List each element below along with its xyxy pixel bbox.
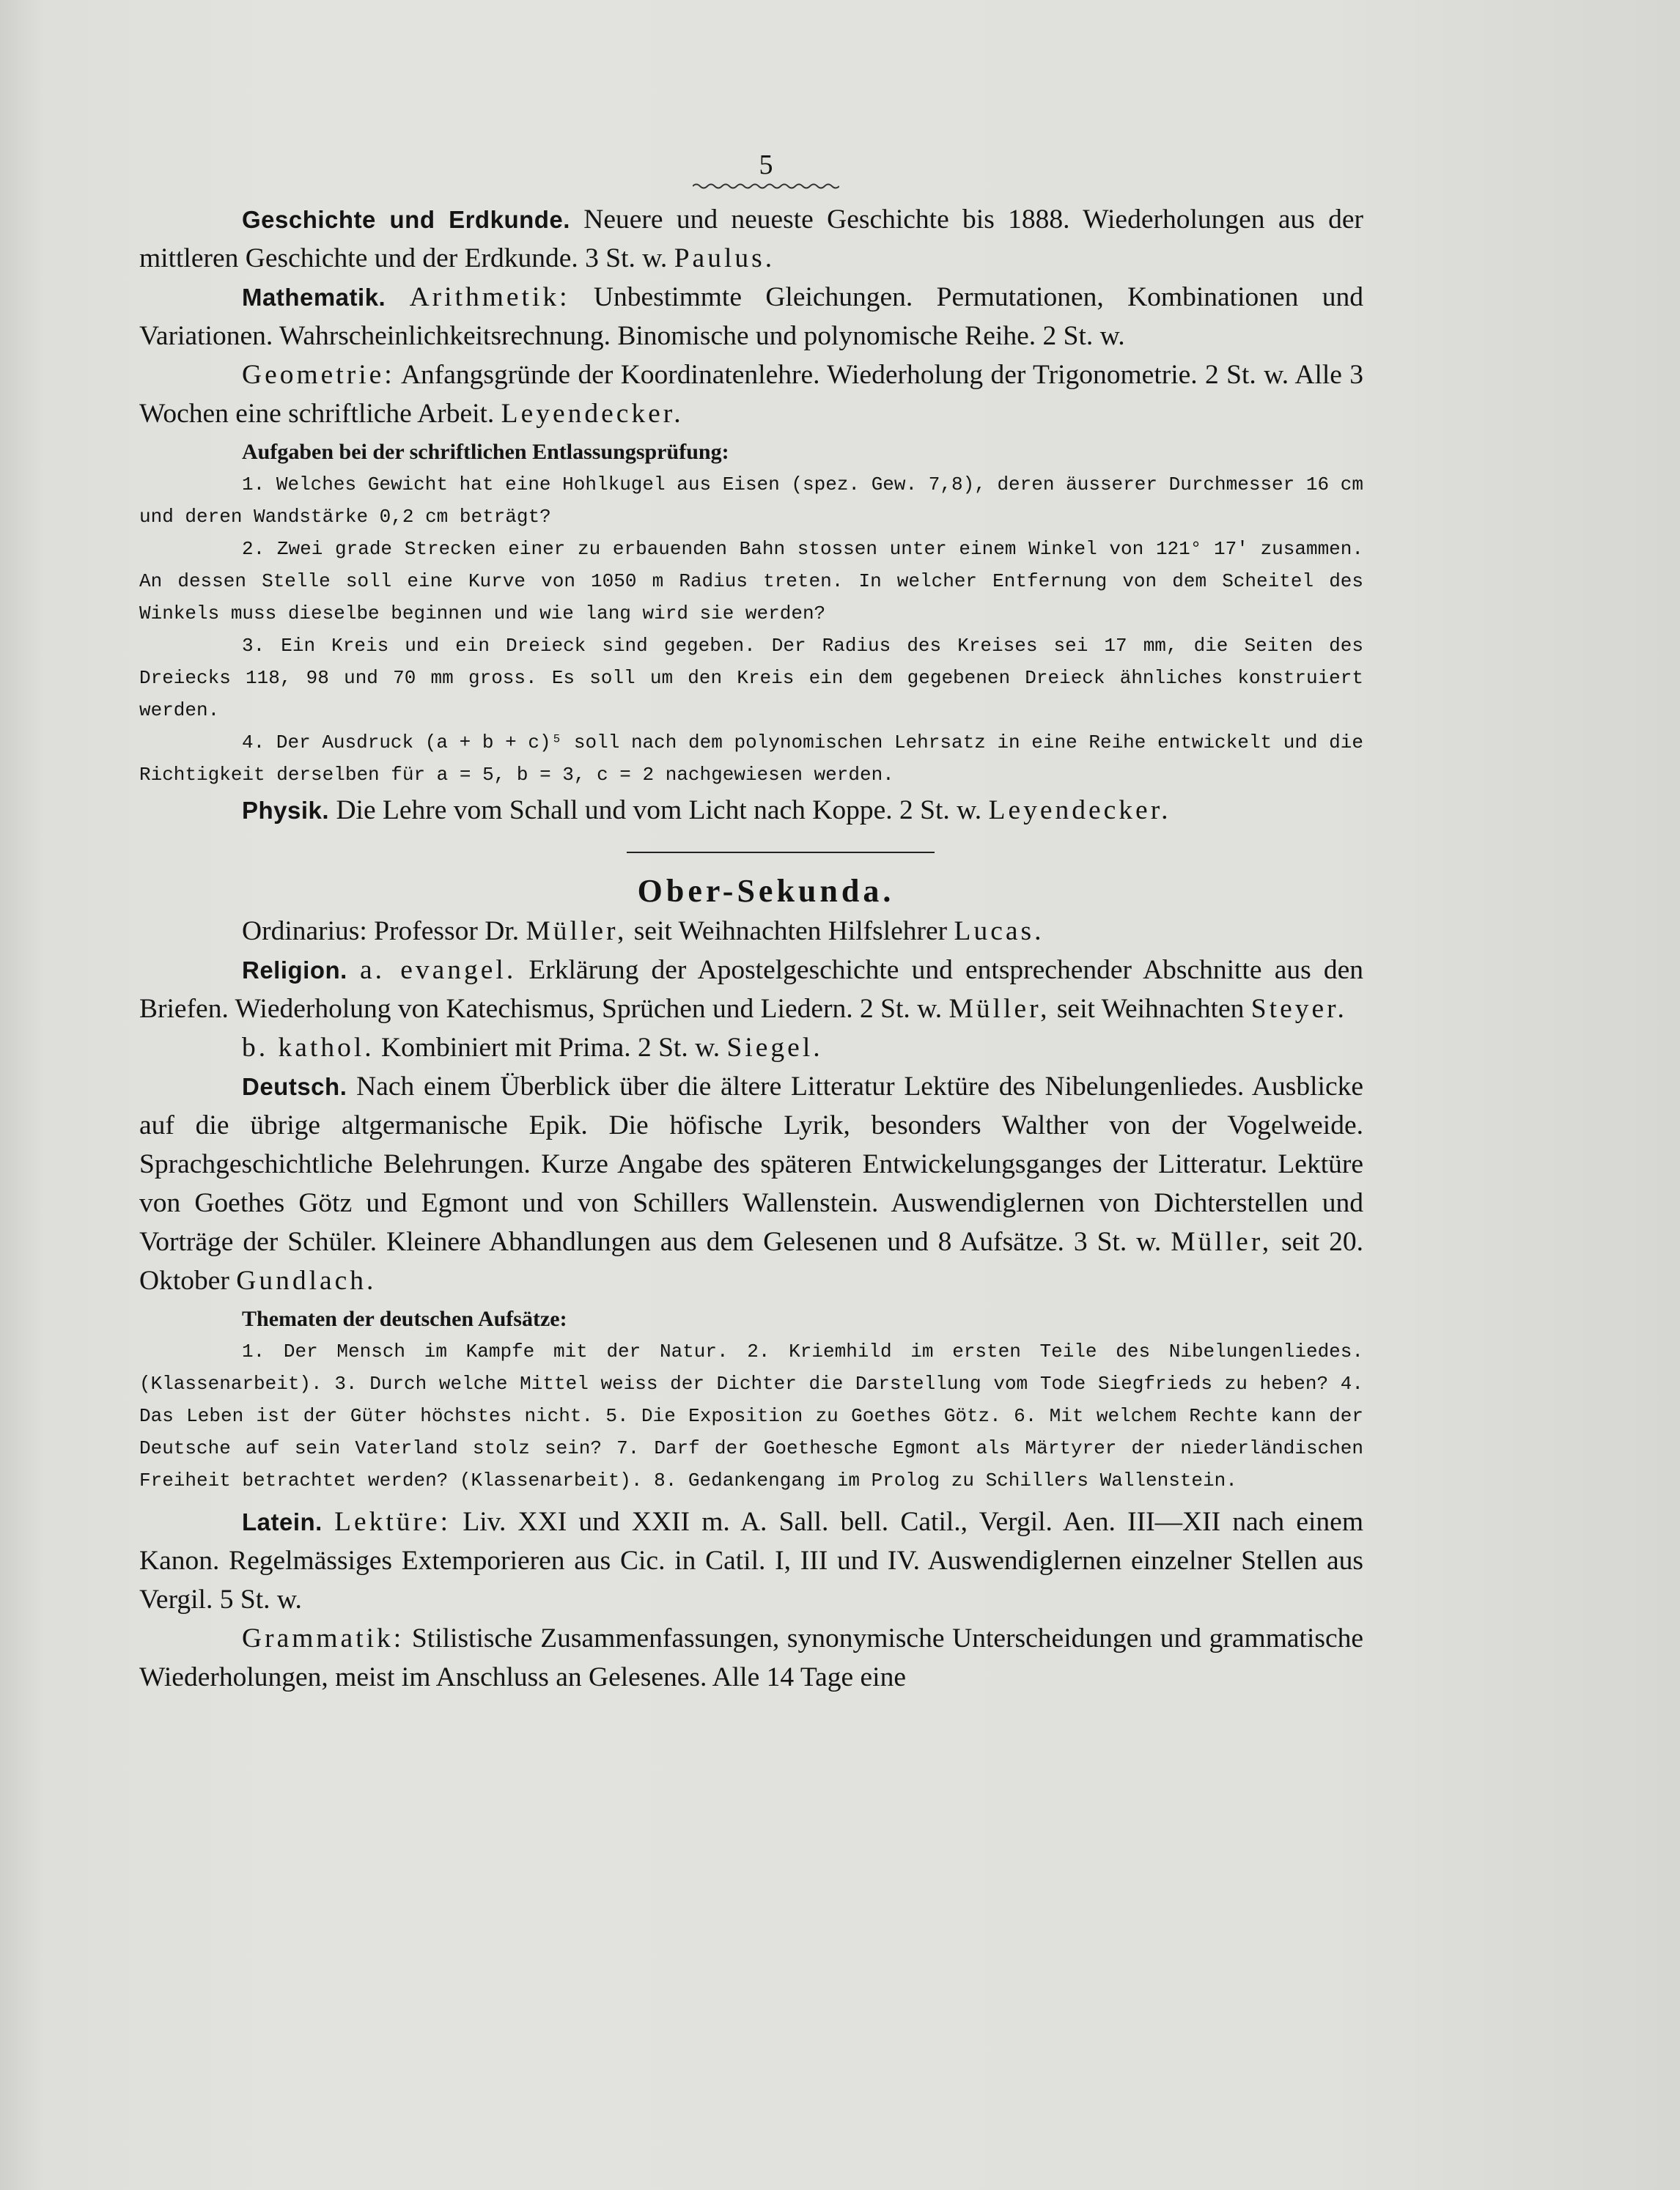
arithmetik-label: Arithmetik: xyxy=(409,282,570,312)
arithmetik-text: Unbestimmte Gleichungen. Permutationen, Kombinationen und Variationen. Wahrscheinlichkeitsrechnung. Binomische und polynomische Reihe. 2 St. w. xyxy=(139,282,1364,351)
latein-heading: Latein. xyxy=(242,1508,323,1535)
religion-heading: Religion. xyxy=(242,956,347,984)
page-number-ornament xyxy=(169,181,1363,193)
physik-heading: Physik. xyxy=(242,797,330,824)
aufgabe-item: 4. Der Ausdruck (a + b + c)⁵ soll nach dem polynomischen Lehrsatz in eine Reihe entwickelt und die Richtigkeit derselben für a = 5, b = 3, c = 2 nachgewiesen werden. xyxy=(139,731,1363,786)
ordinarius-label: Ordinarius: Professor Dr. xyxy=(242,916,520,946)
section-divider xyxy=(627,852,935,853)
religion-b-label: b. kathol. xyxy=(242,1033,375,1063)
page-number: 5 xyxy=(759,150,773,180)
religion-a-text: Erklärung der Apostelgeschichte und entsprechender Abschnitte aus den Briefen. Wiederholung von Katechismus, Sprüchen und Liedern. 2 St. w. xyxy=(139,955,1364,1024)
aufgabe-item: 2. Zwei grade Strecken einer zu erbauenden Bahn stossen unter einem Winkel von 121° 17′ zusammen. An dessen Stelle soll eine Kurve von 1050 m Radius treten. In welcher Entfernung von dem Scheitel des Winkels muss dieselbe beginnen und wie lang wird sie werden? xyxy=(139,538,1363,624)
aufgabe-item: 3. Ein Kreis und ein Dreieck sind gegeben. Der Radius des Kreises sei 17 mm, die Seiten des Dreiecks 118, 98 und 70 mm gross. Es soll um den Kreis ein dem gegebenen Dreieck ähnliches konstruiert werden. xyxy=(139,635,1363,721)
religion-a-label: a. evangel. xyxy=(360,955,517,985)
geschichte-text: Neuere und neueste Geschichte bis 1888. Wiederholungen aus der mittleren Geschichte und der Erdkunde. 3 St. w. xyxy=(139,204,1363,273)
geometrie-text: Anfangsgründe der Koordinatenlehre. Wiederholung der Trigonometrie. 2 St. w. Alle 3 Wochen eine schriftliche Arbeit. xyxy=(139,360,1364,429)
grammatik-label: Grammatik: xyxy=(242,1623,405,1653)
ordinarius-name: Müller, xyxy=(526,916,627,946)
mathematik-heading: Mathematik. xyxy=(242,284,386,311)
deutsch-teacher-rest: seit 20. Oktober xyxy=(139,1227,1364,1296)
thematen-heading: Thematen der deutschen Aufsätze: xyxy=(242,1307,567,1331)
deutsch-teacher2: Gundlach. xyxy=(236,1266,377,1296)
deutsch-heading: Deutsch. xyxy=(242,1073,347,1100)
physik-paragraph xyxy=(139,791,1363,830)
mathematik-arithmetik-paragraph xyxy=(139,278,1363,355)
religion-a-teacher-rest: seit Weihnachten xyxy=(1056,994,1245,1024)
latein-grammatik-paragraph xyxy=(139,1619,1363,1697)
geometrie-label: Geometrie: xyxy=(242,360,395,390)
geschichte-paragraph xyxy=(139,200,1363,278)
mathematik-teacher: Leyendecker. xyxy=(501,399,684,429)
section-title: Ober-Sekunda. xyxy=(637,873,895,909)
deutsch-paragraph xyxy=(139,1067,1363,1300)
mathematik-geometrie-paragraph xyxy=(139,355,1363,433)
ordinarius-rest: seit Weihnachten Hilfslehrer xyxy=(633,916,948,946)
religion-b-paragraph xyxy=(139,1028,1363,1067)
lektuere-label: Lektüre: xyxy=(334,1507,452,1537)
geschichte-heading: Geschichte und Erdkunde. xyxy=(242,206,570,233)
ordinarius-name2: Lucas. xyxy=(954,916,1045,946)
ordinarius-line xyxy=(139,912,1363,951)
deutsch-text: Nach einem Überblick über die ältere Litteratur Lektüre des Nibelungenliedes. Ausblicke auf die übrige altgermanische Epik. Die höfische Lyrik, besonders Walther von der Vogelweide. Sprachgeschichtliche Belehrungen. Kurze Angabe des späteren Entwickelungsganges der Litteratur. Lektüre von Goethes Götz und Egmont und von Schillers Wallenstein. Auswendiglernen von Dichterstellen und Vorträge der Schüler. Kleinere Abhandlungen aus dem Gelesenen und 8 Aufsätze. 3 St. w. xyxy=(139,1072,1363,1257)
religion-a-paragraph xyxy=(139,951,1363,1028)
religion-a-teacher2: Steyer. xyxy=(1250,994,1347,1024)
lektuere-text: Liv. XXI und XXII m. A. Sall. bell. Catil., Vergil. Aen. III—XII nach einem Kanon. Regelmässiges Extemporieren aus Cic. in Catil. I, III und IV. Auswendiglernen einzelner Stellen aus Vergil. 5 St. w. xyxy=(139,1507,1363,1615)
thematen-text: 1. Der Mensch im Kampfe mit der Natur. 2. Kriemhild im ersten Teile des Nibelungenliedes. (Klassenarbeit). 3. Durch welche Mittel weiss der Dichter die Darstellung vom Tode Siegfrieds zu heben? 4. Das Leben ist der Güter höchstes nicht. 5. Die Exposition zu Goethes Götz. 6. Mit welchem Rechte kann der Deutsche auf sein Vaterland stolz sein? 7. Darf der Goethesche Egmont als Märtyrer der niederländischen Freiheit betrachtet werden? (Klassenarbeit). 8. Gedankengang im Prolog zu Schillers Wallenstein. xyxy=(139,1341,1363,1492)
religion-a-teacher: Müller, xyxy=(948,994,1050,1024)
physik-teacher: Leyendecker. xyxy=(988,795,1171,825)
aufgaben-heading: Aufgaben bei der schriftlichen Entlassungsprüfung: xyxy=(242,440,729,464)
page-content xyxy=(139,150,1363,1697)
aufgabe-item: 1. Welches Gewicht hat eine Hohlkugel aus Eisen (spez. Gew. 7,8), deren äusserer Durchmesser 16 cm und deren Wandstärke 0,2 cm beträgt? xyxy=(139,473,1363,528)
physik-text: Die Lehre vom Schall und vom Licht nach Koppe. 2 St. w. xyxy=(336,795,982,825)
religion-b-teacher: Siegel. xyxy=(726,1033,823,1063)
latein-lektuere-paragraph xyxy=(139,1503,1363,1619)
religion-b-text: Kombiniert mit Prima. 2 St. w. xyxy=(380,1033,721,1063)
geschichte-teacher: Paulus. xyxy=(674,243,775,273)
grammatik-text: Stilistische Zusammenfassungen, synonymische Unterscheidungen und grammatische Wiederholungen, meist im Anschluss an Gelesenes. Alle 14 Tage eine xyxy=(139,1623,1364,1692)
deutsch-teacher: Müller, xyxy=(1171,1227,1272,1257)
